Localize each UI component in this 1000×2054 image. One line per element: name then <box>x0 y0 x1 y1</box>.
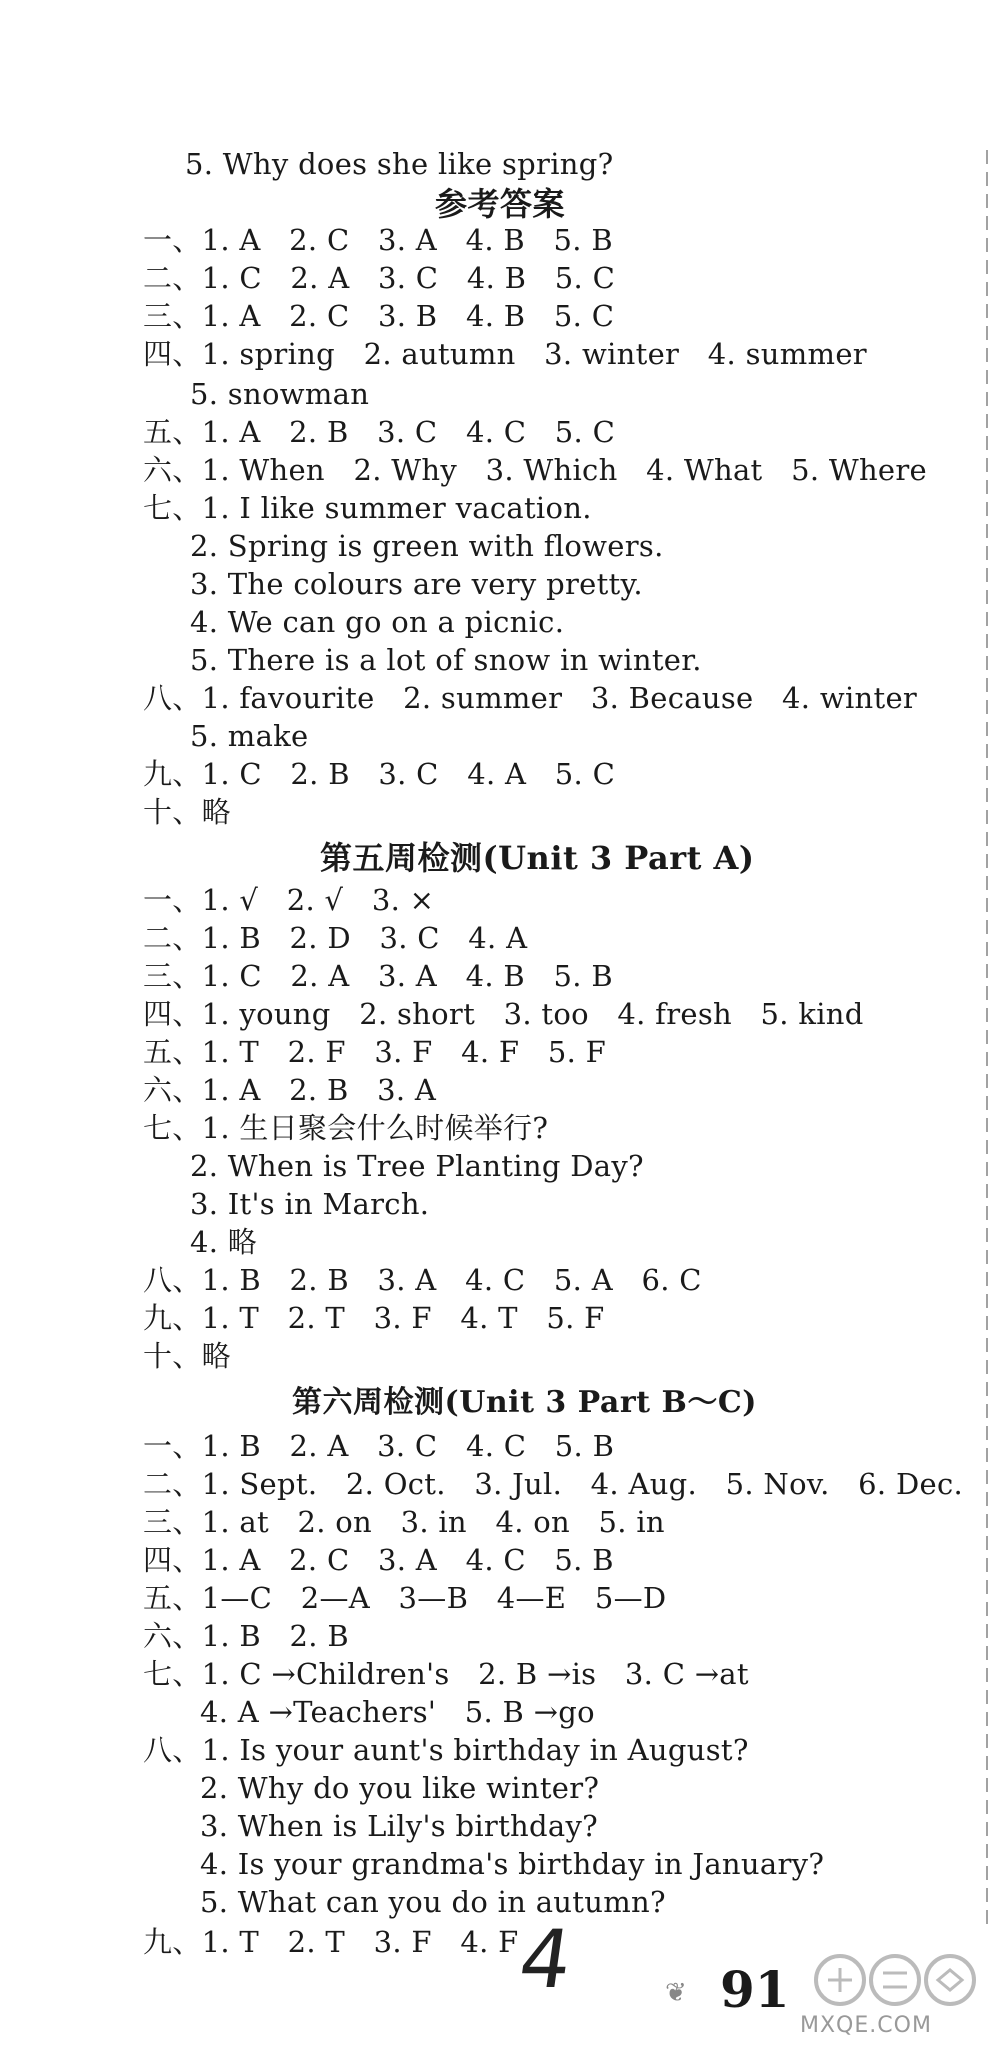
answer-line: 十、略 <box>143 1339 231 1373</box>
answer-line: 三、1. A 2. C 3. B 4. B 5. C <box>143 299 615 333</box>
answer-line: 八、1. B 2. B 3. A 4. C 5. A 6. C <box>143 1263 702 1297</box>
answer-line: 一、1. A 2. C 3. A 4. B 5. B <box>143 223 613 257</box>
answer-line: 4. 略 <box>190 1225 258 1259</box>
answer-line: 5. What can you do in autumn? <box>200 1885 666 1919</box>
answer-line: 四、1. A 2. C 3. A 4. C 5. B <box>143 1543 614 1577</box>
answer-line: 五、1. T 2. F 3. F 4. F 5. F <box>143 1035 607 1069</box>
answer-line: 六、1. B 2. B <box>143 1619 349 1653</box>
answer-line: 二、1. Sept. 2. Oct. 3. Jul. 4. Aug. 5. Nov. 6. Dec. <box>143 1467 964 1501</box>
answer-line: 四、1. young 2. short 3. too 4. fresh 5. kind <box>143 997 864 1031</box>
section-heading: 参考答案 <box>435 185 566 223</box>
answer-line: 4. A →Teachers' 5. B →go <box>200 1695 595 1729</box>
answer-line: 九、1. T 2. T 3. F 4. T 5. F <box>143 1301 605 1335</box>
answer-line: 七、1. C →Children's 2. B →is 3. C →at <box>143 1657 749 1691</box>
answer-line: 五、1. A 2. B 3. C 4. C 5. C <box>143 415 616 449</box>
watermark-logo-icon <box>800 1945 990 2015</box>
watermark <box>800 1945 990 2045</box>
section-heading: 第五周检测(Unit 3 Part A) <box>320 839 755 877</box>
answer-line: 三、1. C 2. A 3. A 4. B 5. B <box>143 959 613 993</box>
page-number: 91 <box>720 1960 790 2019</box>
answer-line: 四、1. spring 2. autumn 3. winter 4. summer <box>143 337 867 371</box>
answer-line: 5. snowman <box>190 377 370 411</box>
answer-line: 5. There is a lot of snow in winter. <box>190 643 702 677</box>
answer-line: 2. When is Tree Planting Day? <box>190 1149 644 1183</box>
answer-line: 二、1. C 2. A 3. C 4. B 5. C <box>143 261 616 295</box>
flourish-icon: ❦ <box>665 1978 687 2008</box>
answer-line: 一、1. √ 2. √ 3. × <box>143 883 435 917</box>
answer-line: 3. The colours are very pretty. <box>190 567 643 601</box>
answer-line: 3. When is Lily's birthday? <box>200 1809 598 1843</box>
answer-line: 八、1. Is your aunt's birthday in August? <box>143 1733 749 1767</box>
answer-line: 5. make <box>190 719 309 753</box>
answer-line: 六、1. When 2. Why 3. Which 4. What 5. Where <box>143 453 928 487</box>
answer-line: 5. Why does she like spring? <box>185 147 614 181</box>
answer-line: 4. We can go on a picnic. <box>190 605 565 639</box>
handwritten-mark: 4 <box>513 1913 578 2006</box>
section-heading: 第六周检测(Unit 3 Part B～C) <box>292 1385 757 1420</box>
answer-line: 三、1. at 2. on 3. in 4. on 5. in <box>143 1505 665 1539</box>
answer-line: 二、1. B 2. D 3. C 4. A <box>143 921 528 955</box>
answer-line: 3. It's in March. <box>190 1187 430 1221</box>
answer-line: 2. Spring is green with flowers. <box>190 529 664 563</box>
answer-line: 五、1—C 2—A 3—B 4—E 5—D <box>143 1581 667 1615</box>
answer-line: 七、1. 生日聚会什么时候举行? <box>143 1111 549 1145</box>
answer-line: 一、1. B 2. A 3. C 4. C 5. B <box>143 1429 615 1463</box>
watermark-text: MXQE.COM <box>800 2013 932 2038</box>
answer-line: 2. Why do you like winter? <box>200 1771 600 1805</box>
page-edge-divider <box>986 150 988 1930</box>
answer-line: 六、1. A 2. B 3. A <box>143 1073 437 1107</box>
answer-line: 十、略 <box>143 795 231 829</box>
answer-line: 九、1. C 2. B 3. C 4. A 5. C <box>143 757 616 791</box>
answer-line: 八、1. favourite 2. summer 3. Because 4. winter <box>143 681 918 715</box>
answer-line: 七、1. I like summer vacation. <box>143 491 592 525</box>
answer-line: 4. Is your grandma's birthday in January? <box>200 1847 825 1881</box>
answer-line: 九、1. T 2. T 3. F 4. F <box>143 1925 519 1959</box>
